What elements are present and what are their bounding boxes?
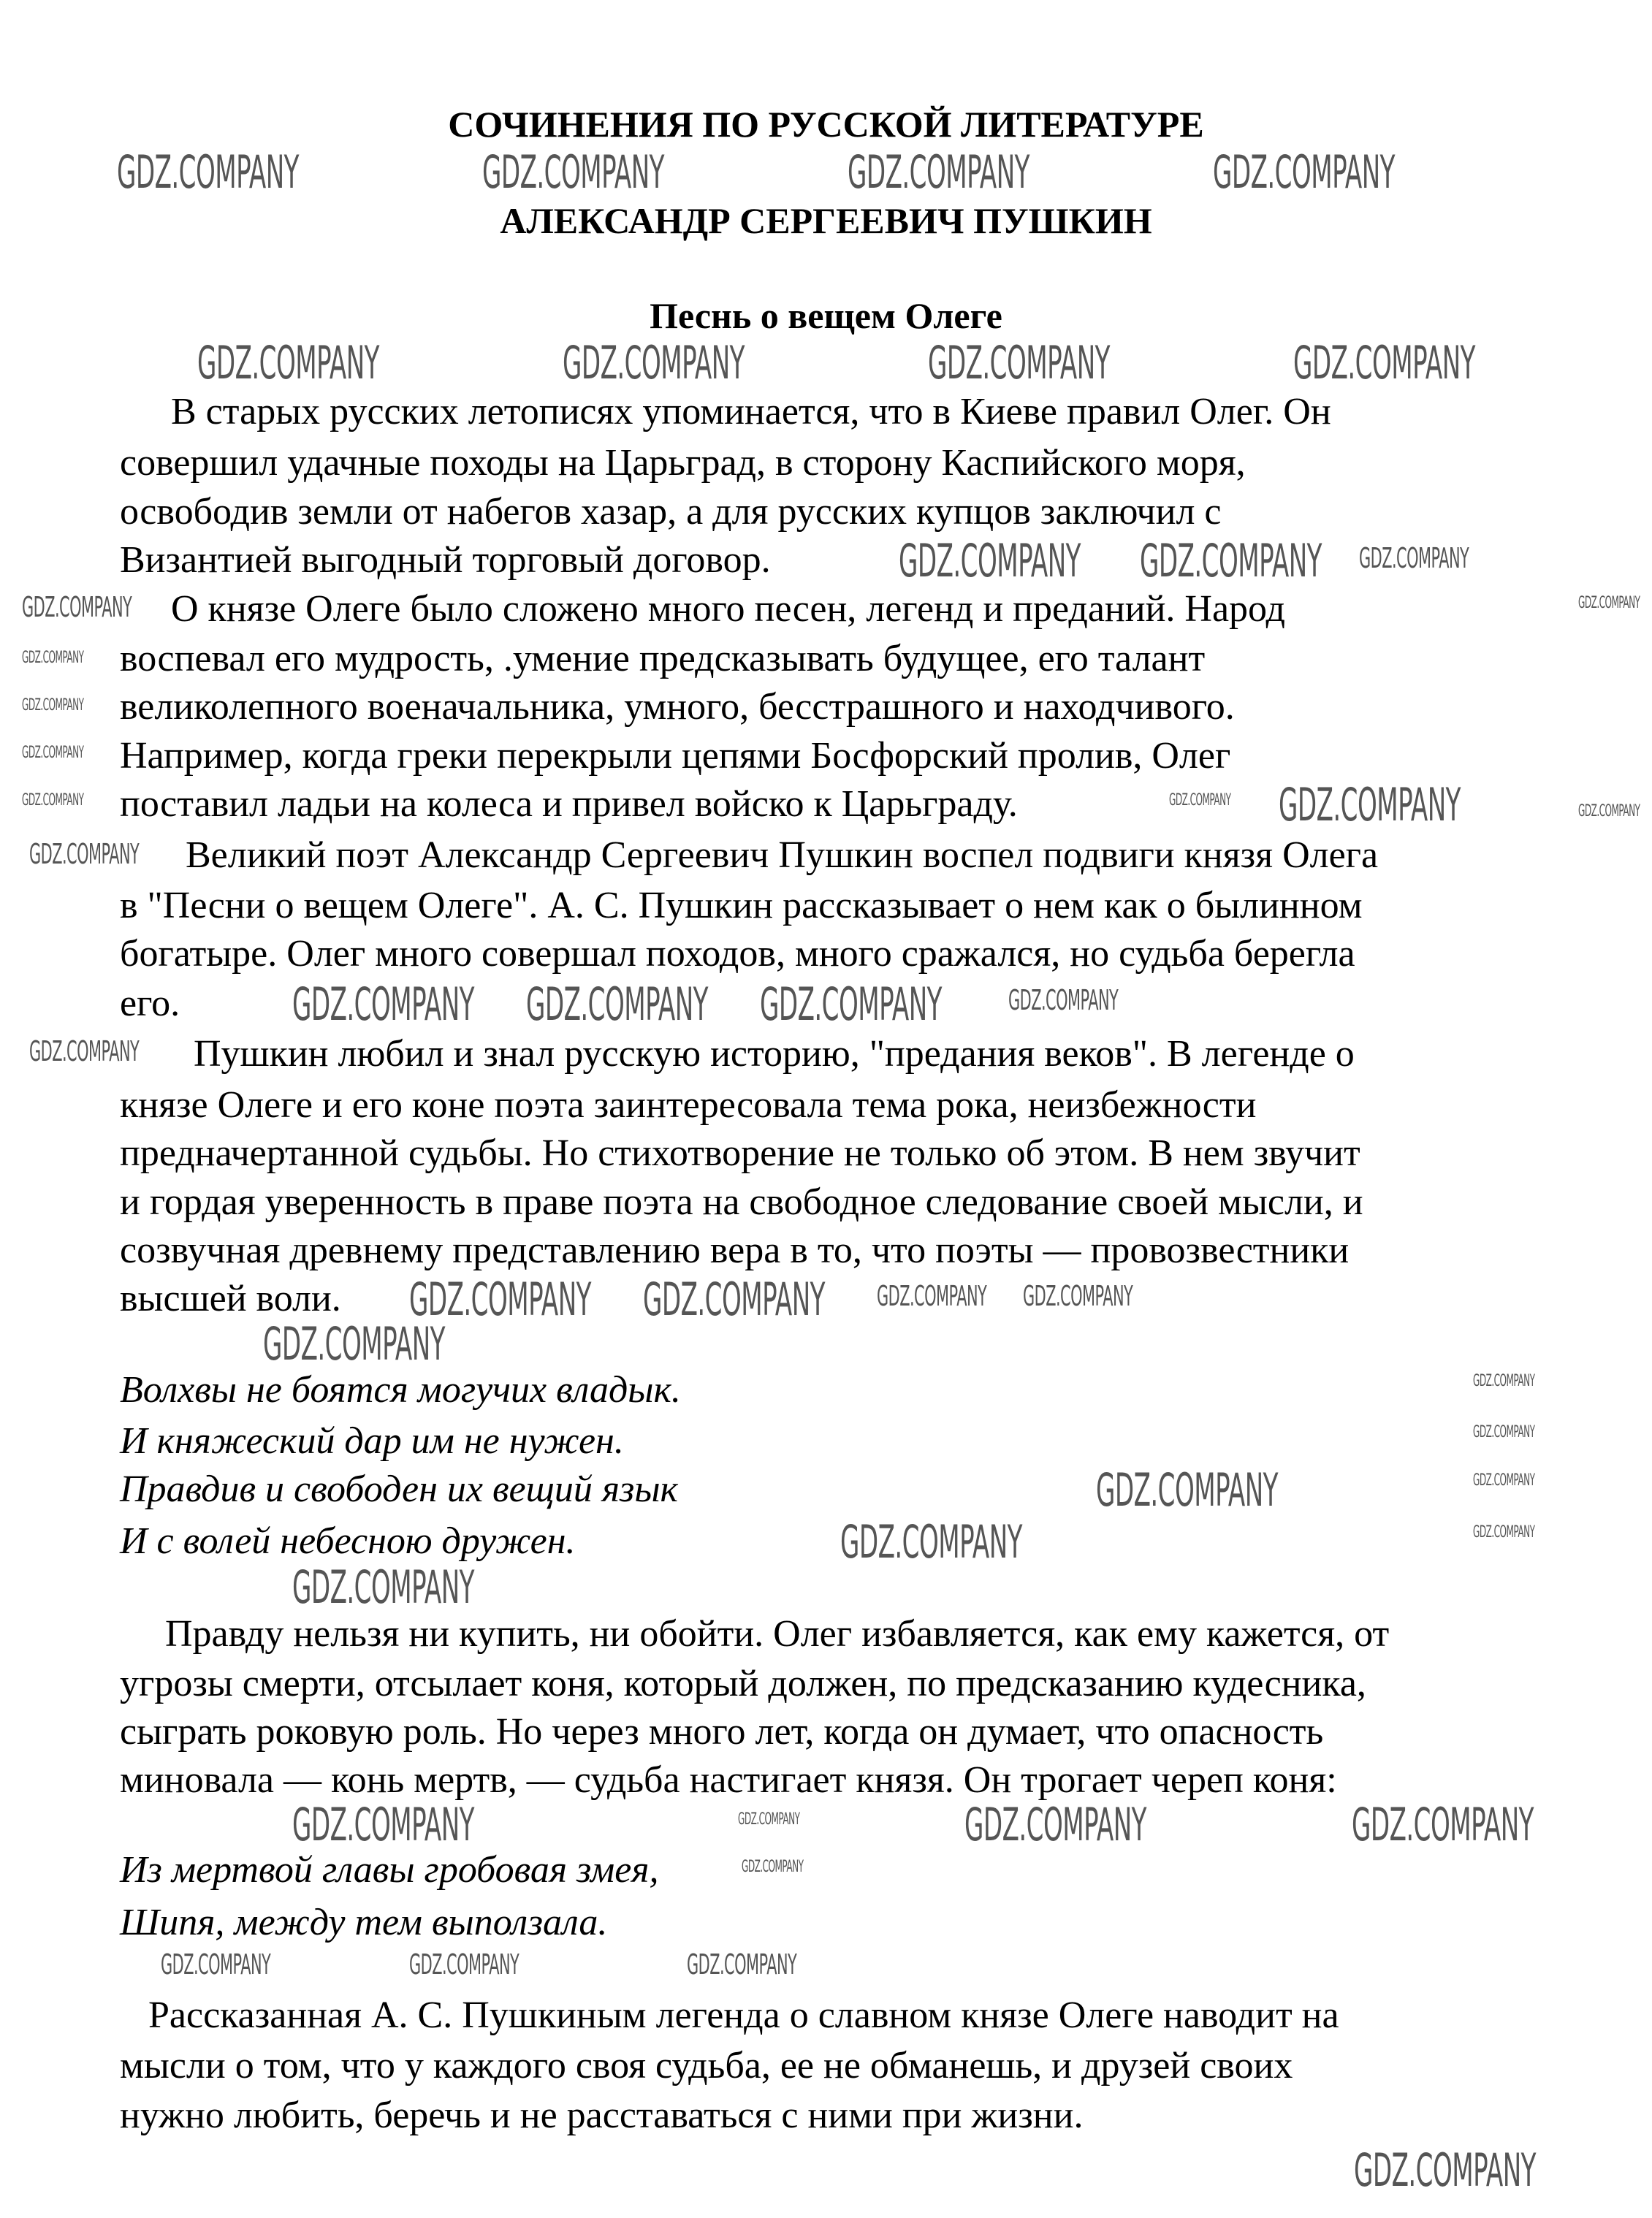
watermark: GDZ.COMPANY [292, 1560, 474, 1614]
paragraph-line: в "Песни о вещем Олеге". А. С. Пушкин рассказывает о нем как о былинном [120, 885, 1363, 926]
watermark: GDZ.COMPANY [22, 696, 84, 714]
watermark: GDZ.COMPANY [22, 591, 132, 623]
watermark: GDZ.COMPANY [1140, 534, 1322, 587]
watermark: GDZ.COMPANY [1359, 542, 1469, 574]
watermark: GDZ.COMPANY [29, 838, 140, 870]
watermark: GDZ.COMPANY [22, 791, 84, 809]
watermark: GDZ.COMPANY [409, 1273, 591, 1326]
watermark: GDZ.COMPANY [563, 336, 745, 389]
watermark: GDZ.COMPANY [29, 1035, 140, 1067]
watermark: GDZ.COMPANY [482, 145, 664, 199]
watermark: GDZ.COMPANY [760, 977, 942, 1031]
poem-line: Волхвы не боятся могучих владык. [120, 1369, 681, 1411]
paragraph-line: предначертанной судьбы. Но стихотворение не только об этом. В нем звучит [120, 1132, 1360, 1174]
poem-line: И с волей небесною дружен. [120, 1520, 576, 1562]
watermark: GDZ.COMPANY [840, 1515, 1022, 1569]
paragraph-line: совершил удачные походы на Царьград, в сторону Каспийского моря, [120, 442, 1246, 484]
watermark: GDZ.COMPANY [1293, 336, 1475, 389]
poem-line: Правдив и свободен их вещий язык [120, 1468, 678, 1510]
watermark: GDZ.COMPANY [687, 1948, 797, 1981]
paragraph-line: его. [120, 983, 180, 1024]
paragraph-line: О князе Олеге было сложено много песен, легенд и преданий. Народ [171, 588, 1286, 630]
watermark: GDZ.COMPANY [526, 977, 708, 1031]
paragraph-line: сыграть роковую роль. Но через много лет, когда он думает, что опасность [120, 1711, 1324, 1753]
document-title: СОЧИНЕНИЯ ПО РУССКОЙ ЛИТЕРАТУРЕ [448, 104, 1204, 145]
watermark: GDZ.COMPANY [848, 145, 1029, 199]
watermark: GDZ.COMPANY [22, 649, 84, 667]
watermark: GDZ.COMPANY [292, 977, 474, 1031]
watermark: GDZ.COMPANY [1578, 594, 1640, 612]
watermark: GDZ.COMPANY [643, 1273, 825, 1326]
poem-line: И княжеский дар им не нужен. [120, 1420, 624, 1462]
paragraph-line: В старых русских летописях упоминается, что в Киеве правил Олег. Он [171, 391, 1331, 432]
watermark: GDZ.COMPANY [1213, 145, 1395, 199]
watermark: GDZ.COMPANY [409, 1948, 519, 1981]
paragraph-line: угрозы смерти, отсылает коня, который должен, по предсказанию кудесника, [120, 1663, 1366, 1704]
watermark: GDZ.COMPANY [1473, 1471, 1535, 1490]
watermark: GDZ.COMPANY [1008, 984, 1119, 1016]
watermark: GDZ.COMPANY [1023, 1280, 1133, 1312]
watermark: GDZ.COMPANY [197, 336, 379, 389]
watermark: GDZ.COMPANY [1473, 1523, 1535, 1541]
watermark: GDZ.COMPANY [742, 1858, 804, 1876]
paragraph-line: Пушкин любил и знал русскую историю, "предания веков". В легенде о [194, 1033, 1355, 1075]
watermark: GDZ.COMPANY [1354, 2143, 1536, 2197]
watermark: GDZ.COMPANY [1169, 791, 1231, 809]
paragraph-line: Рассказанная А. С. Пушкиным легенда о славном князе Олеге наводит на [148, 1994, 1339, 2036]
paragraph-line: поставил ладьи на колеса и привел войско к Царьграду. [120, 783, 1018, 825]
paragraph-line: высшей воли. [120, 1278, 341, 1319]
paragraph-line: Великий поэт Александр Сергеевич Пушкин воспел подвиги князя Олега [186, 834, 1379, 876]
paragraph-line: князе Олеге и его коне поэта заинтересовала тема рока, неизбежности [120, 1084, 1257, 1126]
watermark: GDZ.COMPANY [117, 145, 299, 199]
paragraph-line: и гордая уверенность в праве поэта на свободное следование своей мысли, и [120, 1181, 1363, 1223]
watermark: GDZ.COMPANY [1578, 802, 1640, 820]
watermark: GDZ.COMPANY [1096, 1463, 1278, 1517]
watermark: GDZ.COMPANY [1473, 1423, 1535, 1441]
watermark: GDZ.COMPANY [1352, 1798, 1534, 1851]
watermark: GDZ.COMPANY [928, 336, 1110, 389]
paragraph-line: нужно любить, беречь и не расставаться с ними при жизни. [120, 2095, 1084, 2136]
watermark: GDZ.COMPANY [263, 1317, 445, 1371]
watermark: GDZ.COMPANY [1473, 1372, 1535, 1390]
essay-title: Песнь о вещем Олеге [650, 295, 1002, 336]
watermark: GDZ.COMPANY [292, 1798, 474, 1851]
watermark: GDZ.COMPANY [877, 1280, 987, 1312]
watermark: GDZ.COMPANY [899, 534, 1081, 587]
author-heading: АЛЕКСАНДР СЕРГЕЕВИЧ ПУШКИН [500, 200, 1152, 241]
paragraph-line: Правду нельзя ни купить, ни обойти. Олег избавляется, как ему кажется, от [165, 1613, 1390, 1655]
poem-line: Шипя, между тем выползала. [120, 1902, 608, 1943]
paragraph-line: созвучная древнему представлению вера в то, что поэты — провозвестники [120, 1230, 1350, 1271]
paragraph-line: Например, когда греки перекрыли цепями Босфорский пролив, Олег [120, 735, 1231, 777]
paragraph-line: Византией выгодный торговый договор. [120, 539, 771, 581]
paragraph-line: великолепного военачальника, умного, бесстрашного и находчивого. [120, 686, 1235, 728]
paragraph-line: освободив земли от набегов хазар, а для русских купцов заключил с [120, 491, 1222, 533]
poem-line: Из мертвой главы гробовая змея, [120, 1849, 659, 1891]
watermark: GDZ.COMPANY [1279, 778, 1461, 831]
watermark: GDZ.COMPANY [22, 744, 84, 762]
watermark: GDZ.COMPANY [964, 1798, 1146, 1851]
paragraph-line: миновала — конь мертв, — судьба настигает князя. Он трогает череп коня: [120, 1759, 1337, 1801]
paragraph-line: мысли о том, что у каждого своя судьба, ее не обманешь, и друзей своих [120, 2045, 1293, 2086]
paragraph-line: воспевал его мудрость, .умение предсказывать будущее, его талант [120, 638, 1206, 679]
watermark: GDZ.COMPANY [738, 1810, 800, 1829]
paragraph-line: богатыре. Олег много совершал походов, много сражался, но судьба берегла [120, 933, 1355, 975]
watermark: GDZ.COMPANY [161, 1948, 271, 1981]
